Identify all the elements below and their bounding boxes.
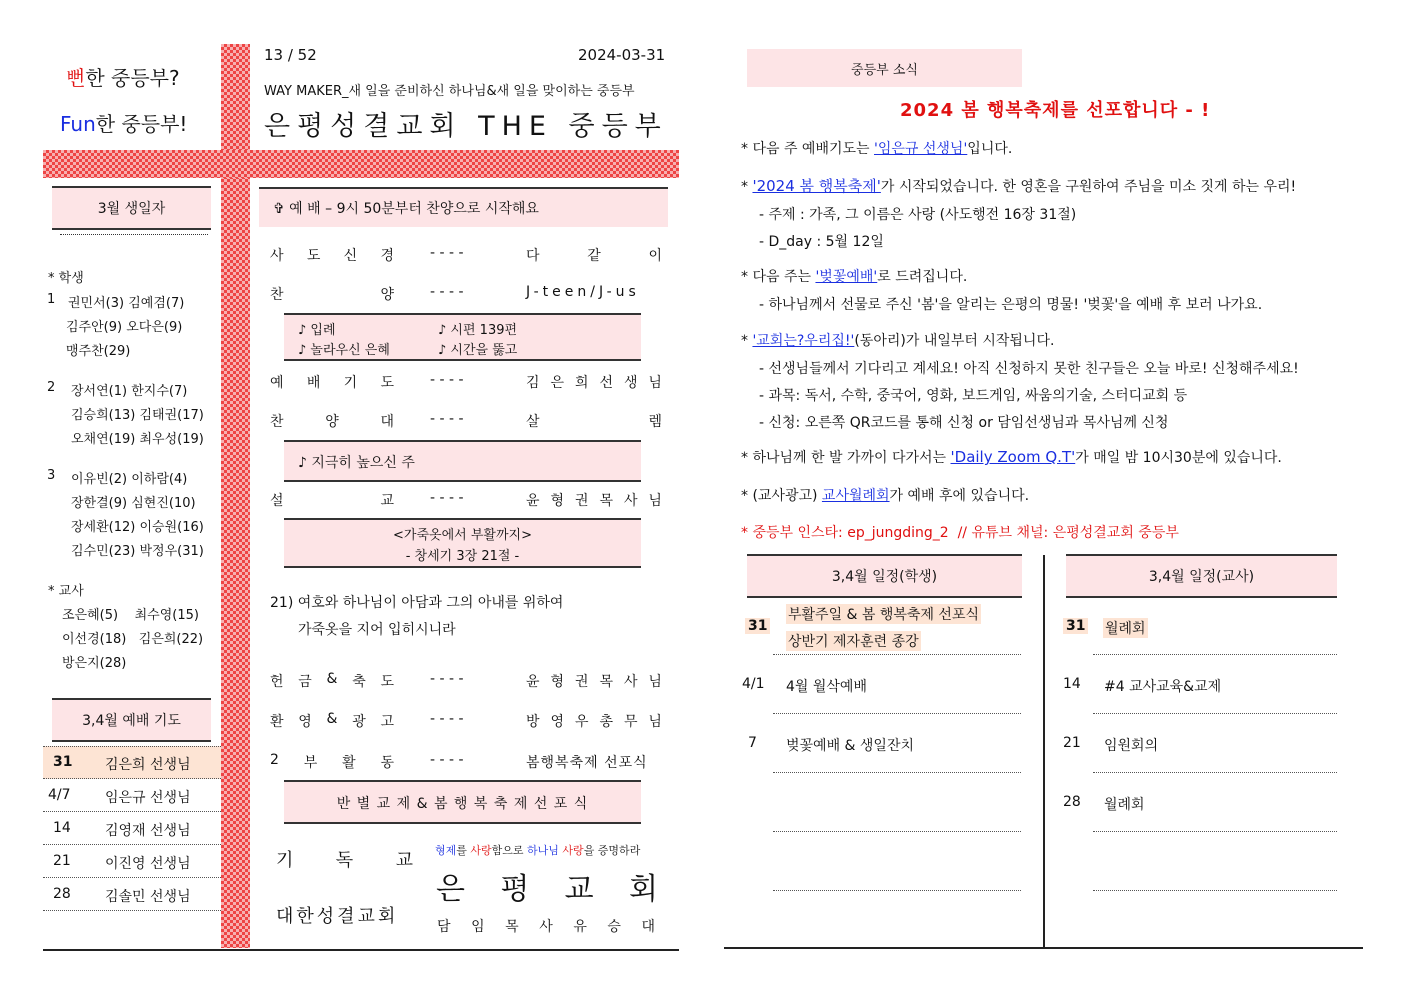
teacher-schedule-text: 임원회의 bbox=[1104, 738, 1159, 754]
order-praise: 찬 양 - - - - J-teen/J-us bbox=[270, 284, 640, 303]
birthday-line: 김주안(9) 오다은(9) bbox=[66, 320, 183, 335]
spaced-char: 헌 bbox=[270, 674, 284, 690]
spaced-text bbox=[526, 372, 662, 392]
spaced-char: 광 bbox=[352, 714, 366, 730]
news-item: * '교회는?우리집!'(동아리)가 내일부터 시작됩니다. bbox=[741, 333, 1055, 349]
spaced-char: & bbox=[326, 671, 338, 687]
teacher-schedule-date: 28 bbox=[1063, 794, 1081, 810]
spaced-char: 평 bbox=[500, 872, 530, 907]
spaced-char: 방 bbox=[526, 714, 540, 730]
spaced-char: 경 bbox=[380, 248, 394, 264]
spaced-char: 교 bbox=[380, 493, 394, 509]
birthday-line: 권민서(3) 김예겸(7) bbox=[68, 296, 185, 311]
spaced-char: 사 bbox=[623, 493, 638, 509]
spaced-char: 양 bbox=[380, 287, 394, 303]
spaced-char: 형 bbox=[550, 674, 565, 690]
spaced-char: 독 bbox=[335, 850, 354, 871]
spaced-text bbox=[270, 411, 394, 431]
spaced-char: 기 bbox=[276, 850, 294, 871]
spaced-char: 담 bbox=[437, 919, 451, 935]
scripture-line-2: 가죽옷을 지어 입히시니라 bbox=[298, 622, 456, 638]
spaced-char: 예 bbox=[270, 375, 284, 391]
birthday-line: 장서연(1) 한지수(7) bbox=[71, 384, 188, 399]
teacher-schedule-text: 월례회 bbox=[1104, 797, 1145, 813]
news-subitem: - 신청: 오른쪽 QR코드를 통해 신청 or 담임선생님과 목사님께 신청 bbox=[759, 415, 1169, 431]
schedule-rule bbox=[773, 713, 1021, 714]
birthday-teacher-line: 이선경(18) 김은희(22) bbox=[62, 632, 204, 647]
spaced-char: 목 bbox=[505, 919, 519, 935]
scripture-line-1: 21) 여호와 하나님이 아담과 그의 아내를 위하여 bbox=[270, 595, 564, 611]
prayer-top-divider bbox=[43, 746, 221, 747]
student-schedule-date: 31 bbox=[745, 618, 770, 634]
cross-vertical-bar bbox=[221, 44, 250, 948]
spaced-text bbox=[270, 490, 394, 510]
birthday-group-1-num: 1 bbox=[47, 292, 56, 307]
spaced-text bbox=[270, 752, 394, 772]
spaced-char: 임 bbox=[471, 919, 485, 935]
spaced-char: 형 bbox=[550, 493, 565, 509]
choir-song-box: ♪ 지극히 높으신 주 bbox=[284, 440, 641, 482]
news-link[interactable]: '임은규 선생님' bbox=[874, 141, 968, 157]
birthday-line: 맹주찬(29) bbox=[66, 344, 131, 359]
praise-song-box: ♪ 입례 ♪ 시편 139편 ♪ 놀라우신 은혜 ♪ 시간을 뚫고 bbox=[284, 313, 641, 361]
spaced-char: 대 bbox=[641, 919, 655, 935]
order-prayer: 예 배 기 도 - - - - 김 은 희 선 생 님 bbox=[270, 372, 662, 391]
spaced-char: 고 bbox=[380, 714, 394, 730]
prayer-title-box: 3,4월 예배 기도 bbox=[52, 698, 211, 742]
spaced-text bbox=[270, 372, 394, 392]
spaced-char: 도 bbox=[380, 375, 394, 391]
teacher-schedule-date: 21 bbox=[1063, 735, 1081, 751]
order-choir: 찬 양 대 - - - - 살 렘 bbox=[270, 411, 662, 430]
news-subitem: - 과목: 독서, 수학, 중국어, 영화, 보드게임, 싸움의기술, 스터디교회 등 bbox=[759, 388, 1188, 404]
birthday-divider bbox=[60, 234, 208, 235]
spaced-char: 님 bbox=[648, 714, 662, 730]
birthday-group-2-num: 2 bbox=[47, 380, 56, 395]
spaced-text bbox=[270, 671, 394, 691]
teacher-schedule-text: 월례회 bbox=[1103, 618, 1148, 638]
spaced-char: 동 bbox=[380, 755, 394, 771]
spaced-char: 총 bbox=[599, 714, 613, 730]
activity-banner: 반 별 교 제 & 봄 행 복 축 제 선 포 식 bbox=[284, 780, 641, 824]
spaced-char: 님 bbox=[648, 674, 662, 690]
news-item: * (교사광고) 교사월례회가 예배 후에 있습니다. bbox=[741, 488, 1030, 504]
page-title: 은평성결교회 THE 중등부 bbox=[264, 111, 668, 142]
order-welcome: 환 영 & 광 고 - - - - 방 영 우 총 무 님 bbox=[270, 711, 662, 730]
spaced-char: 영 bbox=[298, 714, 312, 730]
birthday-teacher-line: 조은혜(5) 최수영(15) bbox=[62, 608, 199, 623]
teacher-schedule-date: 31 bbox=[1063, 618, 1088, 634]
spaced-char: 도 bbox=[306, 248, 321, 264]
spaced-char: 목 bbox=[599, 493, 613, 509]
spaced-char: 선 bbox=[599, 375, 613, 391]
spaced-char: & bbox=[326, 711, 338, 727]
student-schedule-text: 상반기 제자훈련 종강 bbox=[786, 631, 921, 651]
birthday-line: 김수민(23) 박정우(31) bbox=[71, 544, 204, 559]
spaced-char: 같 bbox=[587, 248, 601, 264]
spaced-char: 윤 bbox=[526, 674, 540, 690]
schedule-rule bbox=[1093, 890, 1337, 891]
issue-number: 13 / 52 bbox=[264, 46, 317, 64]
order-creed: 사 도 신 경 - - - - 다 같 이 bbox=[270, 245, 662, 264]
spaced-char: 우 bbox=[574, 714, 589, 730]
birthday-line: 장세환(12) 이승원(16) bbox=[71, 520, 204, 535]
spaced-char: 권 bbox=[574, 674, 589, 690]
news-link[interactable]: 교사월례회 bbox=[821, 488, 890, 504]
spaced-char: 김 bbox=[526, 375, 540, 391]
news-item: * 다음 주 예배기도는 '임은규 선생님'입니다. bbox=[741, 141, 1013, 157]
news-item: * 하나님께 한 발 가까이 다가서는 'Daily Zoom Q.T'가 매일 밤 10시30분에 있습니다. bbox=[741, 448, 1282, 466]
teacher-schedule-date: 14 bbox=[1063, 676, 1081, 692]
spaced-char: 환 bbox=[270, 714, 284, 730]
slogan-accent-1: 뻔 bbox=[66, 66, 86, 90]
schedule-rule bbox=[773, 890, 1021, 891]
cross-horizontal-bar bbox=[43, 150, 679, 178]
table-row: 4/7 임은규 선생님 bbox=[43, 779, 221, 812]
church-name bbox=[436, 864, 658, 908]
spaced-text bbox=[526, 411, 662, 431]
news-tab: 중등부 소식 bbox=[747, 49, 1022, 87]
news-headline: 2024 봄 행복축제를 선포합니다 - ! bbox=[900, 100, 1211, 121]
spaced-char: 윤 bbox=[526, 493, 540, 509]
news-subitem: - 주제 : 가족, 그 이름은 사랑 (사도행전 16장 31절) bbox=[759, 207, 1077, 223]
birthday-teacher-label: * 교사 bbox=[48, 584, 84, 599]
prayer-table bbox=[43, 746, 221, 911]
spaced-text bbox=[270, 284, 398, 304]
spaced-char: 살 bbox=[526, 414, 540, 430]
birthday-teacher-line: 방은지(28) bbox=[62, 656, 127, 671]
church-denomination-2: 대한성결교회 bbox=[276, 906, 399, 927]
spaced-char: 생 bbox=[623, 375, 638, 391]
table-row: 31 김은희 선생님 bbox=[43, 746, 221, 779]
table-row: 14 김영재 선생님 bbox=[43, 812, 221, 845]
slogan-line-1: 뻔한 중등부? bbox=[66, 66, 180, 90]
schedule-rule bbox=[773, 772, 1021, 773]
spaced-char: 유 bbox=[573, 919, 587, 935]
spaced-char: 사 bbox=[623, 674, 638, 690]
spaced-char: 권 bbox=[574, 493, 589, 509]
spaced-char: 2 bbox=[270, 752, 279, 768]
spaced-text bbox=[526, 490, 662, 510]
news-subitem: - 선생님들께서 기다리고 계세요! 아직 신청하지 못한 친구들은 오늘 바로! 신청해주세요! bbox=[759, 361, 1299, 377]
slogan-line-2: Fun한 중등부! bbox=[60, 112, 188, 136]
spaced-char: 양 bbox=[325, 414, 339, 430]
spaced-char: 배 bbox=[306, 375, 321, 391]
spaced-char: 사 bbox=[270, 248, 284, 264]
spaced-text bbox=[270, 711, 394, 731]
order-activity: 2 부 활 동 - - - - 봄행복축제 선포식 bbox=[270, 752, 648, 771]
issue-date: 2024-03-31 bbox=[578, 46, 666, 64]
birthday-line: 오채연(19) 최우성(19) bbox=[71, 432, 204, 447]
student-schedule-text: 4월 월삭예배 bbox=[786, 679, 867, 695]
news-item: * 다음 주는 '벚꽃예배'로 드려집니다. bbox=[741, 269, 968, 285]
birthday-line: 장한결(9) 심현진(10) bbox=[71, 496, 196, 511]
church-pastor bbox=[437, 916, 655, 936]
news-item: * '2024 봄 행복축제'가 시작되었습니다. 한 영혼을 구원하여 주님을 미소 짓게 하는 우리! bbox=[741, 177, 1297, 195]
spaced-char: 사 bbox=[539, 919, 553, 935]
spaced-char: 금 bbox=[298, 674, 312, 690]
schedule-divider bbox=[1043, 555, 1045, 949]
birthday-student-label: * 학생 bbox=[48, 271, 84, 286]
news-link[interactable]: '벚꽃예배' bbox=[815, 269, 878, 285]
spaced-char: 신 bbox=[343, 248, 358, 264]
spaced-char: 은 bbox=[436, 872, 465, 907]
church-denomination-1 bbox=[276, 846, 413, 872]
spaced-char: 다 bbox=[526, 248, 540, 264]
news-link[interactable]: 'Daily Zoom Q.T' bbox=[950, 448, 1076, 466]
schedule-rule bbox=[1093, 654, 1337, 655]
spaced-char: 님 bbox=[648, 375, 662, 391]
student-schedule-text: 부활주일 & 봄 행복축제 선포식 bbox=[786, 604, 981, 624]
spaced-char: 이 bbox=[648, 248, 662, 264]
student-schedule-date: 4/1 bbox=[742, 676, 765, 692]
left-bottom-rule bbox=[43, 949, 679, 951]
spaced-char: 대 bbox=[380, 414, 394, 430]
student-schedule-date: 7 bbox=[748, 735, 757, 751]
spaced-text bbox=[270, 245, 394, 265]
news-link[interactable]: '교회는?우리집!' bbox=[752, 333, 855, 349]
birthday-line: 김승희(13) 김태권(17) bbox=[71, 408, 204, 423]
spaced-char: 부 bbox=[303, 755, 318, 771]
news-link[interactable]: '2024 봄 행복축제' bbox=[752, 177, 881, 195]
spaced-text bbox=[526, 245, 662, 265]
spaced-char: 렘 bbox=[648, 414, 662, 430]
slogan-accent-2: Fun bbox=[60, 112, 96, 136]
schedule-rule bbox=[1093, 713, 1337, 714]
order-sermon: 설 교 - - - - 윤 형 권 목 사 님 bbox=[270, 490, 662, 509]
church-motto: 형제를 사랑함으로 하나님 사랑을 증명하라 bbox=[435, 844, 641, 857]
spaced-char: 목 bbox=[599, 674, 613, 690]
spaced-char: 설 bbox=[270, 493, 284, 509]
birthday-group-3-num: 3 bbox=[47, 468, 56, 483]
spaced-char: 은 bbox=[550, 375, 565, 391]
schedule-rule bbox=[773, 831, 1021, 832]
spaced-text bbox=[526, 711, 662, 731]
spaced-text bbox=[526, 671, 662, 691]
table-row: 28 김솔민 선생님 bbox=[43, 878, 221, 911]
spaced-char: 찬 bbox=[270, 287, 284, 303]
student-schedule-title: 3,4월 일정(학생) bbox=[747, 554, 1022, 598]
spaced-char: 교 bbox=[564, 872, 594, 907]
birthday-line: 이유빈(2) 이하람(4) bbox=[71, 472, 188, 487]
schedule-rule bbox=[773, 654, 1021, 655]
table-row: 21 이진영 선생님 bbox=[43, 845, 221, 878]
spaced-char: 활 bbox=[342, 755, 356, 771]
spaced-char: 님 bbox=[648, 493, 662, 509]
spaced-char: 축 bbox=[352, 674, 366, 690]
birthday-title-box: 3월 생일자 bbox=[52, 186, 211, 230]
spaced-char: 무 bbox=[623, 714, 638, 730]
schedule-rule bbox=[1093, 772, 1337, 773]
spaced-char: 도 bbox=[380, 674, 394, 690]
teacher-schedule-title: 3,4월 일정(교사) bbox=[1066, 554, 1337, 598]
spaced-char: 승 bbox=[607, 919, 621, 935]
worship-header-bar: ✞ 예 배 – 9시 50분부터 찬양으로 시작해요 bbox=[259, 187, 668, 227]
news-subitem: - 하나님께서 선물로 주신 '봄'을 알리는 은평의 명물! '벚꽃'을 예배 후 보러 나가요. bbox=[759, 297, 1263, 313]
sermon-title-box: <가죽옷에서 부활까지> - 창세기 3장 21절 - bbox=[284, 518, 641, 568]
right-bottom-rule bbox=[724, 947, 1363, 949]
spaced-char: 찬 bbox=[270, 414, 284, 430]
spaced-char: 교 bbox=[395, 850, 413, 871]
order-offering: 헌 금 & 축 도 - - - - 윤 형 권 목 사 님 bbox=[270, 671, 662, 690]
student-schedule-text: 벚꽃예배 & 생일잔치 bbox=[786, 738, 915, 754]
spaced-char: 희 bbox=[574, 375, 589, 391]
teacher-schedule-text: #4 교사교육&교제 bbox=[1104, 679, 1222, 695]
schedule-rule bbox=[1093, 831, 1337, 832]
news-subitem: - D_day : 5월 12일 bbox=[759, 234, 884, 250]
spaced-char: 회 bbox=[628, 872, 658, 907]
spaced-char: 영 bbox=[550, 714, 565, 730]
spaced-char: 기 bbox=[343, 375, 358, 391]
header-subtitle: WAY MAKER_새 일을 준비하신 하나님&새 일을 맞이하는 중등부 bbox=[264, 84, 635, 99]
sns-info: * 중등부 인스타: ep_jungding_2 // 유튜브 채널: 은평성결교회 중등부 bbox=[741, 525, 1179, 541]
